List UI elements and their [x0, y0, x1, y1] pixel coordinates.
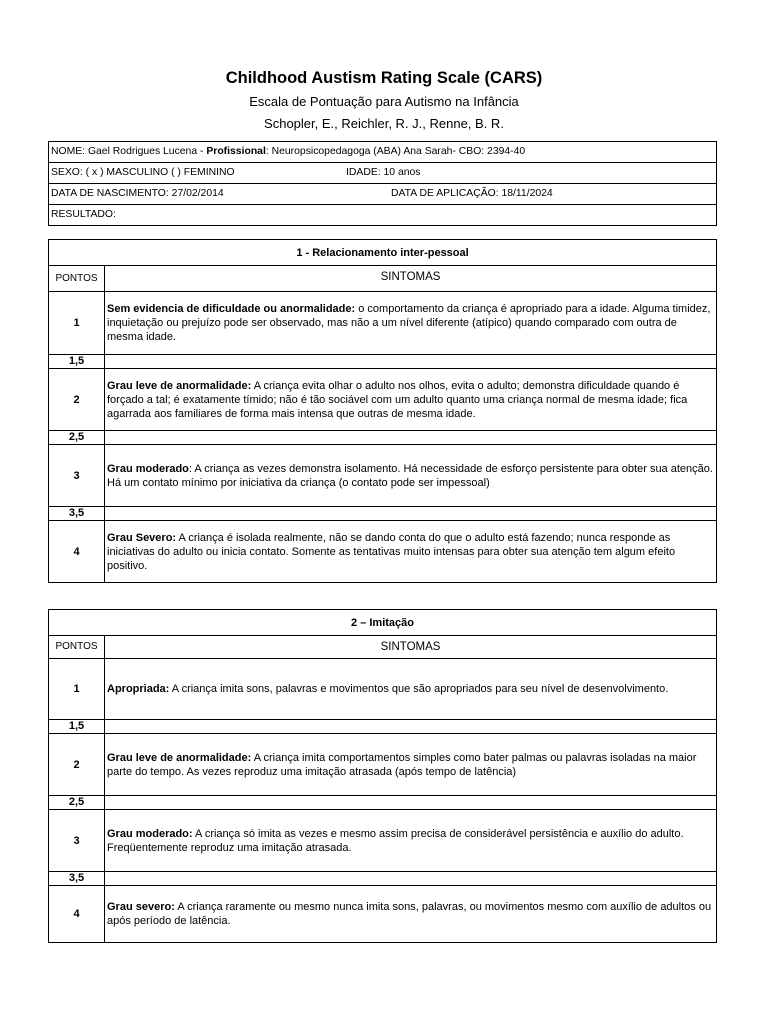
- score-value: 1: [49, 659, 105, 720]
- application-date-field: DATA DE APLICAÇÃO: 18/11/2024: [391, 188, 553, 199]
- patient-name: NOME: Gael Rodrigues Lucena -: [51, 146, 207, 157]
- description-heading: Grau severo:: [107, 901, 175, 913]
- half-score-row: [49, 872, 717, 886]
- name-cell: [49, 142, 717, 163]
- empty-description: [105, 355, 717, 369]
- score-value: 1: [49, 292, 105, 355]
- pontos-header: PONTOS: [49, 636, 105, 659]
- description-heading: Sem evidencia de dificuldade ou anormalidade:: [107, 303, 356, 315]
- score-description: [105, 886, 717, 943]
- score-value: 3: [49, 445, 105, 507]
- score-value: 2,5: [49, 431, 105, 445]
- description-text: o comportamento da criança é apropriado para a idade. Alguma timidez, inquietação ou prejuízo pode ser observado, mas não a um nível diferente (atípico) quando comparado com outra de mesma idade.: [107, 303, 711, 343]
- score-value: 4: [49, 886, 105, 943]
- description-heading: Grau Severo:: [107, 531, 177, 544]
- sex-age-cell: [49, 163, 717, 184]
- info-row-dates: [49, 184, 717, 205]
- document-title: Childhood Austism Rating Scale (CARS): [225, 69, 543, 87]
- section-title: 1 - Relacionamento inter-pessoal: [49, 240, 717, 266]
- score-row: [49, 369, 717, 431]
- score-value: 2: [49, 734, 105, 796]
- empty-description: [105, 431, 717, 445]
- description-heading: Grau leve de anormalidade:: [107, 379, 252, 392]
- half-score-row: [49, 796, 717, 810]
- score-row: [49, 659, 717, 720]
- patient-info-table: [48, 141, 717, 226]
- sintomas-header: SINTOMAS: [105, 636, 717, 659]
- score-row: [49, 810, 717, 872]
- description-text: : A criança as vezes demonstra isolamento. Há necessidade de esforço persistente para obter sua atenção. Há um contato mínimo por iniciativa da criança (o contato pode ser impessoal): [107, 462, 713, 489]
- half-score-row: [49, 507, 717, 521]
- empty-description: [105, 872, 717, 886]
- score-description: [105, 734, 717, 796]
- score-row: [49, 292, 717, 355]
- description-text: A criança só imita as vezes e mesmo assim precisa de considerável persistência e auxílio do adulto. Freqüentemente reproduz uma imitação atrasada.: [107, 827, 684, 854]
- birth-date-field: DATA DE NASCIMENTO: 27/02/2014: [51, 188, 224, 199]
- score-description: [105, 659, 717, 720]
- score-description: [105, 369, 717, 431]
- pontos-header: PONTOS: [49, 266, 105, 292]
- score-value: 2,5: [49, 796, 105, 810]
- section-imitacao: [48, 609, 717, 943]
- score-description: [105, 445, 717, 507]
- score-description: [105, 521, 717, 583]
- score-value: 4: [49, 521, 105, 583]
- score-value: 3,5: [49, 872, 105, 886]
- professional-label: Profissional: [206, 146, 266, 157]
- empty-description: [105, 720, 717, 734]
- section-relacionamento: [48, 239, 717, 583]
- professional-value: : Neuropsicopedagoga (ABA) Ana Sarah- CBO: 2394-40: [265, 146, 526, 157]
- score-row: [49, 521, 717, 583]
- description-heading: Apropriada:: [107, 683, 170, 695]
- sex-field: SEXO: ( x ) MASCULINO ( ) FEMININO: [51, 167, 235, 178]
- score-row: [49, 734, 717, 796]
- info-row-sex: [49, 163, 717, 184]
- description-heading: Grau moderado:: [107, 827, 193, 840]
- description-text: A criança imita comportamentos simples como bater palmas ou palavras isoladas na maior parte do tempo. As vezes reproduz uma imitação atrasada (após tempo de latência): [107, 751, 697, 778]
- half-score-row: [49, 431, 717, 445]
- description-heading: Grau moderado: [107, 462, 189, 475]
- description-text: A criança evita olhar o adulto nos olhos, evita o adulto; demonstra dificuldade quando é forçado a tal; é exatamente tímido; não é tão sociável com um adulto quanto uma criança normal de mesma idade; fica agarrada aos familiares de forma mais intensa que outras de mesma idade.: [107, 379, 688, 420]
- sintomas-header: SINTOMAS: [105, 266, 717, 292]
- score-value: 3,5: [49, 507, 105, 521]
- score-row: [49, 886, 717, 943]
- score-description: [105, 292, 717, 355]
- document-header: [0, 66, 768, 134]
- section-title: 2 – Imitação: [49, 610, 717, 636]
- half-score-row: [49, 720, 717, 734]
- description-text: A criança raramente ou mesmo nunca imita sons, palavras, ou movimentos mesmo com auxílio de adultos ou após período de latência.: [107, 901, 712, 927]
- description-text: A criança é isolada realmente, não se dando conta do que o adulto está fazendo; nunca responde as iniciativas do adulto ou inicia contato. Somente as tentativas muito intensas para obter sua atenção tem algum efeito positivo.: [107, 531, 676, 572]
- half-score-row: [49, 355, 717, 369]
- info-row-name: [49, 142, 717, 163]
- description-text: A criança imita sons, palavras e movimentos que são apropriados para seu nível de desenvolvimento.: [169, 683, 669, 695]
- result-field: RESULTADO:: [49, 205, 717, 226]
- dates-cell: [49, 184, 717, 205]
- document-subtitle: Escala de Pontuação para Autismo na Infância: [249, 94, 519, 109]
- description-heading: Grau leve de anormalidade:: [107, 751, 252, 764]
- age-field: IDADE: 10 anos: [346, 167, 421, 178]
- score-row: [49, 445, 717, 507]
- document-authors: Schopler, E., Reichler, R. J., Renne, B. R.: [264, 116, 504, 131]
- score-value: 1,5: [49, 355, 105, 369]
- info-row-result: [49, 205, 717, 226]
- score-value: 1,5: [49, 720, 105, 734]
- empty-description: [105, 507, 717, 521]
- score-description: [105, 810, 717, 872]
- empty-description: [105, 796, 717, 810]
- score-value: 2: [49, 369, 105, 431]
- score-value: 3: [49, 810, 105, 872]
